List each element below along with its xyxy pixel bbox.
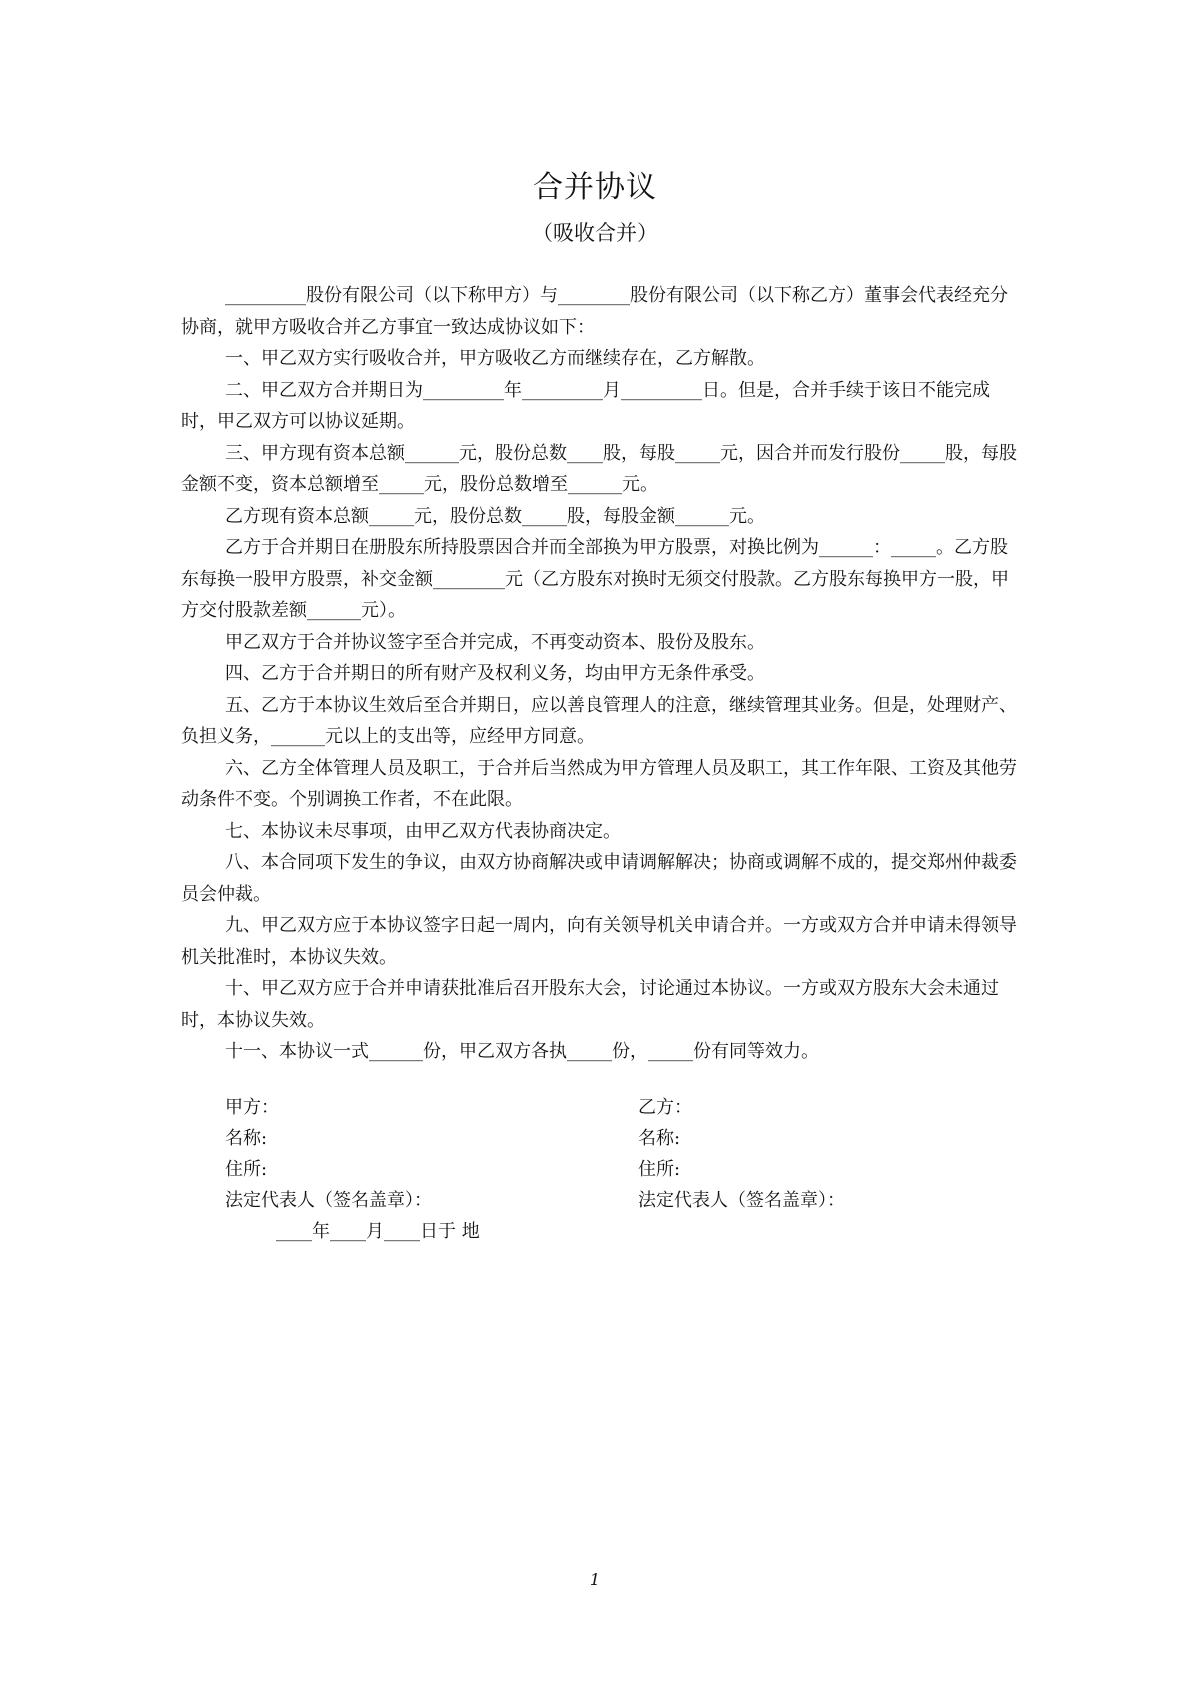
party-b-address-label: 住所:: [638, 1159, 681, 1180]
paragraph-clause-2: 二、甲乙双方合并期日为_________年_________月_________日。但是，合并手续于该日不能完成时，甲乙双方可以协议延期。: [181, 379, 990, 432]
party-a-label: 甲方：: [225, 1097, 279, 1118]
document-body: [181, 280, 1021, 1068]
paragraph-intro: _________股份有限公司（以下称甲方）与________股份有限公司（以下称乙方）董事会代表经充分协商，就甲方吸收合并乙方事宜一致达成协议如下：: [181, 285, 1008, 338]
paragraph-clause-8: 八、本合同项下发生的争议，由双方协商解决或申请调解解决；协商或调解不成的，提交郑州仲裁委员会仲裁。: [181, 852, 1017, 905]
document-title: 合并协议: [533, 170, 657, 205]
paragraph-clause-3: 三、甲方现有资本总额______元，股份总数____股，每股_____元，因合并而发行股份_____股，每股金额不变，资本总额增至_____元，股份总数增至______元。: [181, 442, 1017, 495]
party-b-representative-label: 法定代表人（签名盖章）：: [638, 1190, 845, 1211]
paragraph-clause-3-share-exchange: 乙方于合并期日在册股东所持股票因合并而全部换为甲方股票，对换比例为______：_____。乙方股东每换一股甲方股票，补交金额________元（乙方股东对换时无须交付股款。乙方股东每换甲方一股，甲方交付股款差额______元）。: [181, 537, 1009, 621]
document-subtitle: （吸收合并）: [532, 221, 658, 245]
signature-block-party-a: [225, 1092, 432, 1216]
paragraph-clause-5: 五、乙方于本协议生效后至合并期日，应以善良管理人的注意，继续管理其业务。但是，处理财产、负担义务，______元以上的支出等，应经甲方同意。: [181, 694, 1017, 747]
party-a-representative-label: 法定代表人（签名盖章）：: [225, 1190, 432, 1211]
party-a-address-label: 住所:: [225, 1159, 268, 1180]
paragraph-clause-6: 六、乙方全体管理人员及职工，于合并后当然成为甲方管理人员及职工，其工作年限、工资及其他劳动条件不变。个别调换工作者，不在此限。: [181, 757, 1017, 810]
paragraph-clause-1: 一、甲乙双方实行吸收合并，甲方吸收乙方而继续存在，乙方解散。: [225, 348, 765, 369]
paragraph-clause-11: 十一、本协议一式______份，甲乙双方各执_____份，_____份有同等效力。: [225, 1041, 819, 1062]
signing-date-place-line: ____年____月____日于 地: [276, 1221, 480, 1242]
paragraph-clause-3-party-b-capital: 乙方现有资本总额_____元，股份总数_____股，每股金额______元。: [225, 505, 765, 527]
page-number: 1: [589, 1570, 601, 1589]
paragraph-clause-7: 七、本协议未尽事项，由甲乙双方代表协商决定。: [225, 820, 621, 842]
paragraph-clause-9: 九、甲乙双方应于本协议签字日起一周内，向有关领导机关申请合并。一方或双方合并申请未得领导机关批准时，本协议失效。: [181, 915, 1017, 968]
paragraph-clause-4: 四、乙方于合并期日的所有财产及权利义务，均由甲方无条件承受。: [225, 663, 765, 684]
party-b-name-label: 名称:: [638, 1128, 681, 1149]
paragraph-clause-3-no-change: 甲乙双方于合并协议签字至合并完成，不再变动资本、股份及股东。: [225, 631, 765, 653]
paragraph-clause-10: 十、甲乙双方应于合并申请获批准后召开股东大会，讨论通过本协议。一方或双方股东大会未通过时，本协议失效。: [181, 978, 999, 1031]
party-a-name-label: 名称:: [225, 1128, 268, 1149]
signature-block-party-b: [638, 1092, 845, 1216]
party-b-label: 乙方：: [638, 1097, 692, 1118]
